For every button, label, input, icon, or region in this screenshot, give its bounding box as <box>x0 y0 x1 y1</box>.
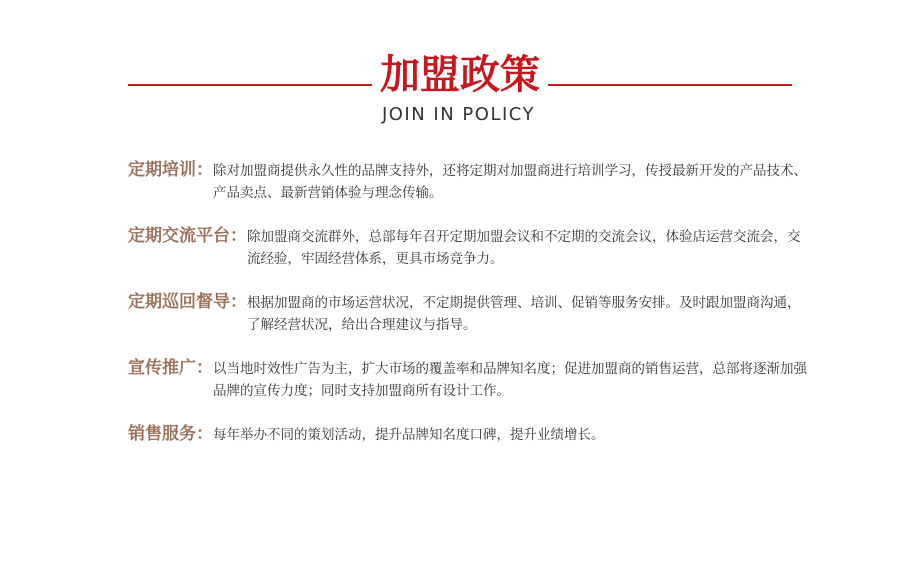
title-divider-left <box>128 84 372 86</box>
page-title: 加盟政策 <box>380 52 540 98</box>
policy-item-sales-service <box>128 422 808 446</box>
policy-text: 除对加盟商提供永久性的品牌支持外，还将定期对加盟商进行培训学习，传授最新开发的产品技术、产品卖点、最新营销体验与理念传输。 <box>213 163 807 201</box>
policy-item-promotion <box>128 356 808 402</box>
policy-text: 以当地时效性广告为主，扩大市场的覆盖率和品牌知名度；促进加盟商的销售运营，总部将逐渐加强品牌的宣传力度；同时支持加盟商所有设计工作。 <box>213 361 807 399</box>
policy-label: 宣传推广： <box>128 358 213 378</box>
policy-label: 定期巡回督导： <box>128 292 247 312</box>
policy-text: 除加盟商交流群外，总部每年召开定期加盟会议和不定期的交流会议，体验店运营交流会，交流经验，牢固经营体系，更具市场竞争力。 <box>247 229 801 267</box>
policy-label: 销售服务： <box>128 424 213 444</box>
policy-item-exchange <box>128 224 808 270</box>
policy-label: 定期培训： <box>128 160 213 180</box>
policy-item-supervision <box>128 290 808 336</box>
policy-header <box>0 0 917 140</box>
title-divider-right <box>548 84 792 86</box>
policy-list <box>128 158 808 466</box>
page-subtitle: JOIN IN POLICY <box>381 104 536 125</box>
policy-text: 根据加盟商的市场运营状况，不定期提供管理、培训、促销等服务安排。及时跟加盟商沟通，了解经营状况，给出合理建议与指导。 <box>247 295 801 333</box>
policy-text: 每年举办不同的策划活动，提升品牌知名度口碑，提升业绩增长。 <box>213 427 605 443</box>
policy-item-training <box>128 158 808 204</box>
policy-label: 定期交流平台： <box>128 226 247 246</box>
